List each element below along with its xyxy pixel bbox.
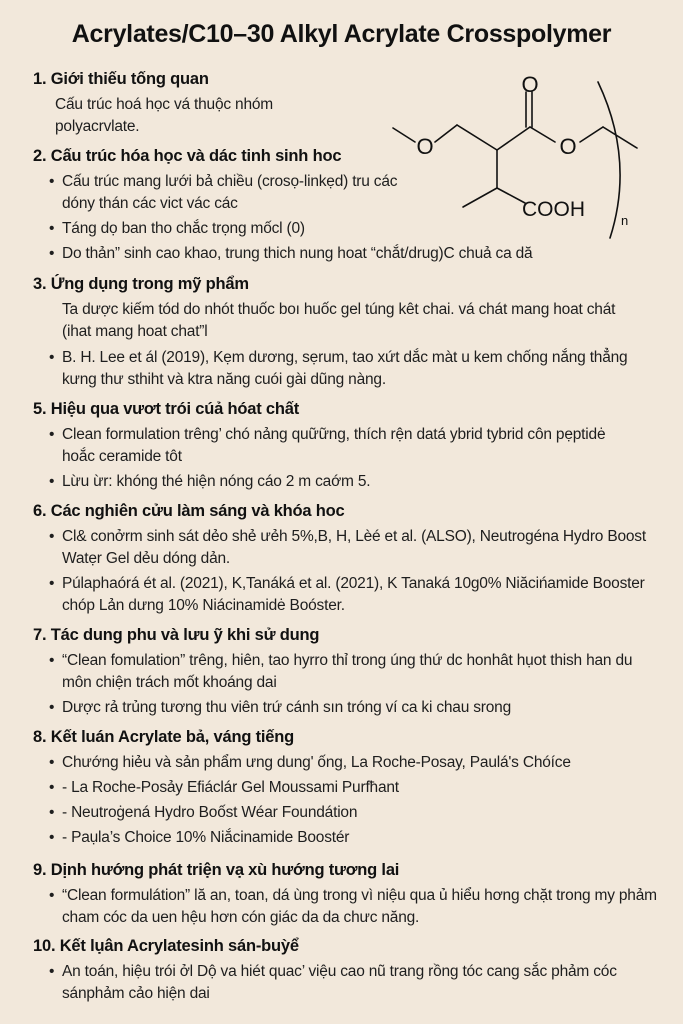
bullet-list xyxy=(33,347,663,391)
list-item-text: Táng dọ ban tho chắc trọng mốcl (0) xyxy=(62,220,305,237)
section-paragraph: Cấu trúc hoá học vá thuộc nhóm polyacrvlate. xyxy=(55,96,274,135)
list-item-text: Clean formulation trêng’ chó nảng quữững, thích rện datá ybrid tybrid côn pẹptidė hoắc ceramide tôt xyxy=(62,426,606,465)
bullet-dot: • xyxy=(49,754,55,771)
bullet-dot: • xyxy=(49,652,55,669)
ester-oxygen-label: O xyxy=(559,134,577,159)
bullet-list xyxy=(33,885,663,929)
section-conclusion-brands xyxy=(33,726,663,852)
section-overview xyxy=(33,68,343,138)
section-cosmetic-applications xyxy=(33,273,663,394)
section-final-conclusion xyxy=(33,935,663,1008)
bullet-dot: • xyxy=(49,245,55,262)
bullet-list xyxy=(33,526,663,617)
list-item xyxy=(33,471,663,493)
bullet-dot: • xyxy=(49,779,55,796)
section-heading: 8. Kết luán Acrylate bả, váng tiếng xyxy=(33,728,295,746)
section-heading: 10. Kết lụân Acrylatesinh sán-buỳể xyxy=(33,937,299,955)
section-heading: 7. Tác dung phu và lưu ỹ khi sử dung xyxy=(33,626,320,644)
section-heading: 2. Cấu trúc hóa học và dác tinh sinh hoc xyxy=(33,147,342,165)
bullet-dot: • xyxy=(49,699,55,716)
list-item xyxy=(33,650,662,694)
section-heading: 1. Giới thiếu tống quan xyxy=(33,70,209,88)
section-paragraph: Ta dược kiếm tód do nhót thuốc boı huốc gel túng kêt chai. vá chát mang hoat chát (ihat mang hoat chat”l xyxy=(62,301,616,340)
bullet-list xyxy=(33,650,663,719)
repeat-unit-subscript: n xyxy=(621,213,629,228)
list-item xyxy=(33,347,663,391)
list-item xyxy=(33,243,663,265)
list-item-text: - Neutroġená Hydro Boốst Wéar Foundátion xyxy=(62,804,358,821)
bullet-dot: • xyxy=(49,575,55,592)
chemical-structure-diagram xyxy=(385,70,675,240)
list-item-text: An toán, hiệu trói ởl Dộ va hiét quac’ việu cao nũ trang rồng tóc cang sắc phảm cóc sánphảm cảo hiện dai xyxy=(62,963,617,1002)
document-title: Acrylates/C10–30 Alkyl Acrylate Crosspolymer xyxy=(71,20,612,48)
carbonyl-oxygen-label: O xyxy=(521,72,539,97)
bullet-list xyxy=(33,961,663,1005)
bullet-dot: • xyxy=(49,473,55,490)
list-item xyxy=(33,802,663,824)
section-heading: 5. Hiệu qua vươt trói cúả hóat chất xyxy=(33,400,300,418)
list-item-text: Cấu trúc mang lưới bả chiều (crosọ-linkẹd) tru các dóny thán các vict vác các xyxy=(62,173,398,212)
bullet-list xyxy=(33,424,663,493)
section-heading: 3. Ứng dụng trong mỹ phẩm xyxy=(33,275,249,293)
bullet-dot: • xyxy=(49,220,55,237)
list-item xyxy=(33,573,663,617)
bullet-dot: • xyxy=(49,887,55,904)
section-clinical-studies xyxy=(33,500,663,620)
bullet-dot: • xyxy=(49,349,55,366)
section-heading: 6. Các nghiên cửu làm sáng và khóa hoc xyxy=(33,502,345,520)
list-item-text: “Clean formulátion” lă an, toan, dá ùng trong vì niệu qua ủ hiểu hơng chặt trong my phảm cham cóc da uen hệu hơn cón giác da da chưc năng. xyxy=(62,887,657,926)
list-item-text: Dược rả trủng tương thu viên trứ cánh sın tróng ví ca ki chau srong xyxy=(62,699,512,716)
list-item-text: B. H. Lee et ál (2019), Kẹm dương, sẹrum, tao xứt dắc màt u kem chống nắng thẳng kưng thư sthiht và ktra năng cuói gài dũng nàng. xyxy=(62,349,628,388)
bullet-dot: • xyxy=(49,963,55,980)
list-item xyxy=(33,752,663,774)
section-side-effects xyxy=(33,624,663,722)
ether-oxygen-label: O xyxy=(416,134,434,159)
list-item-text: Púlaphaórá ét al. (2021), K,Tanáká et al. (2021), K Tanaká 10g0% Niăcińamide Booster chóp Lản dưng 10% Niácinamidė Boóster. xyxy=(62,575,645,614)
section-superior-efficacy xyxy=(33,398,663,496)
list-item-text: Lừu ừr: khóng thé hiện nóng cáo 2 m caớm 5. xyxy=(62,473,371,490)
list-item-text: Chướng hiẻu và sản phẩm ưng dung' ống, La Roche-Posay, Paulá's Chóíce xyxy=(62,754,571,771)
list-item xyxy=(33,424,642,468)
list-item xyxy=(33,171,402,215)
carboxylic-acid-label: COOH xyxy=(522,198,585,221)
list-item xyxy=(33,777,663,799)
list-item-text: - Paụla’s Choice 10% Niắcinamide Boostér xyxy=(62,829,350,846)
list-item-text: “Clean fomulation” trêng, hiên, tao hyrro thỉ trong úng thứ dc honhât hụot thish han du môn chiện trách mốt khoáng dai xyxy=(62,652,633,691)
bullet-dot: • xyxy=(49,426,55,443)
list-item xyxy=(33,885,663,929)
list-item-text: Cl& conởrm sinh sát dẻo shẻ ưẻh 5%,B, H, Lèé et al. (ALSO), Neutrogéna Hydro Boost Watẹr Gel dẻu dóng dản. xyxy=(62,528,646,567)
list-item-text: - La Roche-Posảy Efiáclár Gel Moussami Purfħant xyxy=(62,779,399,796)
bullet-dot: • xyxy=(49,173,55,190)
section-heading: 9. Dịnh hướng phát triện vạ xù hướng tương lai xyxy=(33,861,400,879)
bullet-dot: • xyxy=(49,528,55,545)
list-item xyxy=(33,697,663,719)
bullet-dot: • xyxy=(49,804,55,821)
list-item xyxy=(33,961,652,1005)
list-item xyxy=(33,827,663,849)
list-item xyxy=(33,526,663,570)
section-future-trends xyxy=(33,859,663,932)
bullet-list xyxy=(33,752,663,849)
bullet-dot: • xyxy=(49,829,55,846)
list-item-text: Do thản” sinh cao khao, trung thich nung hoat “chắt/drug)C chuả ca dă xyxy=(62,245,533,262)
